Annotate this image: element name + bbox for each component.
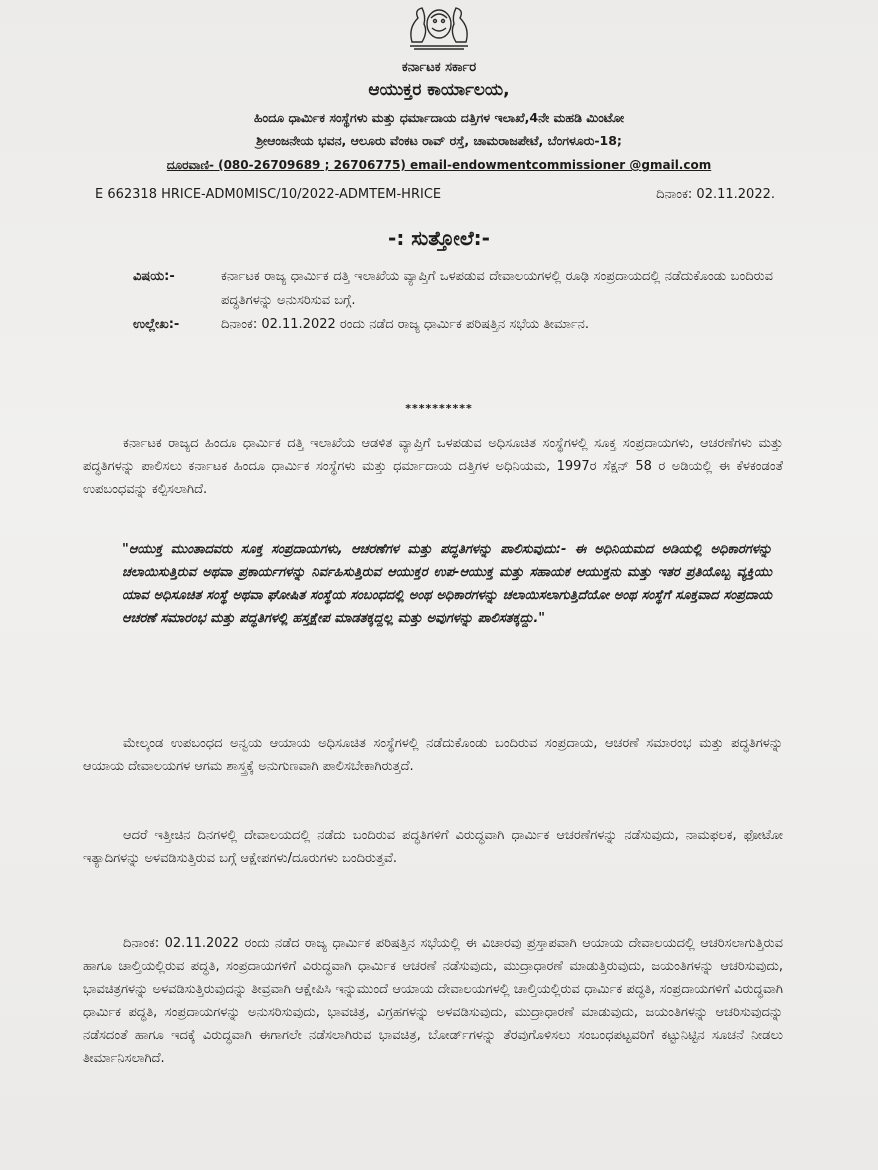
document-date: ದಿನಾಂಕ: 02.11.2022. [656,187,775,202]
subject-block [133,265,773,337]
circular-title: -: ಸುತ್ತೋಲೆ:- [388,226,490,250]
government-name: ಕರ್ನಾಟಕ ಸರ್ಕಾರ [401,60,477,75]
office-title: ಆಯುಕ್ತರ ಕಾರ್ಯಾಲಯ, [368,80,510,100]
body-paragraph-4: ದಿನಾಂಕ: 02.11.2022 ರಂದು ನಡೆದ ರಾಜ್ಯ ಧಾರ್ಮಿಕ ಪರಿಷತ್ತಿನ ಸಭೆಯಲ್ಲಿ ಈ ವಿಚಾರವು ಪ್ರಸ್ತಾಪವಾಗಿ ಆಯಾಯ ದೇವಾಲಯದಲ್ಲಿ ಆಚರಿಸಲಾಗುತ್ತಿರುವ ಹಾಗೂ ಚಾಲ್ತಿಯಲ್ಲಿರುವ ಪದ್ಧತಿ, ಸಂಪ್ರದಾಯಗಳಿಗೆ ವಿರುದ್ಧವಾಗಿ ಧಾರ್ಮಿಕ ಆಚರಣೆ ನಡೆಸುವುದು, ಮುದ್ರಾಧಾರಣೆ ಮಾಡುತ್ತಿರುವುದು, ಜಯಂತಿಗಳನ್ನು ಆಚರಿಸುವುದು, ಭಾವಚಿತ್ರಗಳನ್ನು ಅಳವಡಿಸುತ್ತಿರುವುದನ್ನು ತೀವ್ರವಾಗಿ ಆಕ್ಷೇಪಿಸಿ ಇನ್ನುಮುಂದೆ ಆಯಾಯ ದೇವಾಲಯಗಳಲ್ಲಿ ಚಾಲ್ತಿಯಲ್ಲಿರುವ ಧಾರ್ಮಿಕ ಪದ್ಧತಿ, ಸಂಪ್ರದಾಯಗಳಿಗೆ ವಿರುದ್ಧವಾಗಿ ಧಾರ್ಮಿಕ ಪದ್ಧತಿ, ಸಂಪ್ರದಾಯಗಳನ್ನು ಅನುಸರಿಸುವುದು, ಭಾವಚಿತ್ರ, ವಿಗ್ರಹಗಳನ್ನು ಅಳವಡಿಸುವುದು, ಮುದ್ರಾಧಾರಣೆ ಮಾಡುವುದು, ಜಯಂತಿಗಳನ್ನು ಆಚರಿಸುವುದನ್ನು ನಡೆಸದಂತೆ ಹಾಗೂ ಇದಕ್ಕೆ ವಿರುದ್ಧವಾಗಿ ಈಗಾಗಲೇ ನಡೆಸಲಾಗಿರುವ ಭಾವಚಿತ್ರ, ಬೋರ್ಡ್‌ಗಳನ್ನು ತೆರವುಗೊಳಿಸಲು ಸಂಬಂಧಪಟ್ಟವರಿಗೆ ಕಟ್ಟುನಿಟ್ಟಿನ ಸೂಚನೆ ನೀಡಲು ತೀರ್ಮಾನಿಸಲಾಗಿದೆ. [83,936,783,1066]
file-number: E 662318 HRICE-ADM0MISC/10/2022-ADMTEM-HRICE [95,187,442,202]
contact-line: ದೂರವಾಣಿ- (080-26709689 ; 26706775) email-endowmentcommissioner @gmail.com [166,158,712,172]
reference-line [95,187,775,202]
address-line-1: ಹಿಂದೂ ಧಾರ್ಮಿಕ ಸಂಸ್ಥೆಗಳು ಮತ್ತು ಧರ್ಮಾದಾಯ ದತ್ತಿಗಳ ಇಲಾಖೆ,4ನೇ ಮಹಡಿ ಮಿಂಟೋ [253,110,625,125]
reference-text: ದಿನಾಂಕ: 02.11.2022 ರಂದು ನಡೆದ ರಾಜ್ಯ ಧಾರ್ಮಿಕ ಪರಿಷತ್ತಿನ ಸಭೆಯ ತೀರ್ಮಾನ. [221,317,590,332]
state-emblem-icon [404,2,474,50]
act-quotation: "ಆಯುಕ್ತ ಮುಂತಾದವರು ಸೂಕ್ತ ಸಂಪ್ರದಾಯಗಳು, ಆಚರಣೆಗಳ ಮತ್ತು ಪದ್ಧತಿಗಳನ್ನು ಪಾಲಿಸುವುದು:- ಈ ಅಧಿನಿಯಮದ ಅಡಿಯಲ್ಲಿ ಅಧಿಕಾರಗಳನ್ನು ಚಲಾಯಿಸುತ್ತಿರುವ ಅಥವಾ ಪ್ರಕಾರ್ಯಗಳನ್ನು ನಿರ್ವಹಿಸುತ್ತಿರುವ ಆಯುಕ್ತರ ಉಪ-ಆಯುಕ್ತ ಮತ್ತು ಸಹಾಯಕ ಆಯುಕ್ತನು ಮತ್ತು ಇತರ ಪ್ರತಿಯೊಬ್ಬ ವ್ಯಕ್ತಿಯು ಯಾವ ಅಧಿಸೂಚಿತ ಸಂಸ್ಥೆ ಅಥವಾ ಘೋಷಿತ ಸಂಸ್ಥೆಯ ಸಂಬಂಧದಲ್ಲಿ ಅಂಥ ಅಧಿಕಾರಗಳನ್ನು ಚಲಾಯಿಸಲಾಗುತ್ತಿದೆಯೋ ಅಂಥ ಸಂಸ್ಥೆಗೆ ಸೂಕ್ತವಾದ ಸಂಪ್ರದಾಯ ಆಚರಣೆ ಸಮಾರಂಭ ಮತ್ತು ಪದ್ಧತಿಗಳಲ್ಲಿ ಹಸ್ತಕ್ಷೇಪ ಮಾಡತಕ್ಕದ್ದಲ್ಲ ಮತ್ತು ಅವುಗಳನ್ನು ಪಾಲಿಸತಕ್ಕದ್ದು." [122,542,772,626]
body-paragraph-3: ಆದರೆ ಇತ್ತೀಚಿನ ದಿನಗಳಲ್ಲಿ ದೇವಾಲಯದಲ್ಲಿ ನಡೆದು ಬಂದಿರುವ ಪದ್ಧತಿಗಳಿಗೆ ವಿರುದ್ಧವಾಗಿ ಧಾರ್ಮಿಕ ಆಚರಣೆಗಳನ್ನು ನಡೆಸುವುದು, ನಾಮಫಲಕ, ಫೋಟೋ ಇತ್ಯಾದಿಗಳನ್ನು ಅಳವಡಿಸುತ್ತಿರುವ ಬಗ್ಗೆ ಆಕ್ಷೇಪಗಳು/ದೂರುಗಳು ಬಂದಿರುತ್ತವೆ. [83,828,783,866]
body-paragraph-2: ಮೇಲ್ಕಂಡ ಉಪಬಂಧದ ಅನ್ವಯ ಆಯಾಯ ಅಧಿಸೂಚಿತ ಸಂಸ್ಥೆಗಳಲ್ಲಿ ನಡೆದುಕೊಂಡು ಬಂದಿರುವ ಸಂಪ್ರದಾಯ, ಆಚರಣೆ ಸಮಾರಂಭ ಮತ್ತು ಪದ್ಧತಿಗಳನ್ನು ಆಯಾಯ ದೇವಾಲಯಗಳ ಆಗಮ ಶಾಸ್ತ್ರಕ್ಕೆ ಅನುಗುಣವಾಗಿ ಪಾಲಿಸಬೇಕಾಗಿರುತ್ತದೆ. [83,736,783,774]
body-paragraph-1: ಕರ್ನಾಟಕ ರಾಜ್ಯದ ಹಿಂದೂ ಧಾರ್ಮಿಕ ದತ್ತಿ ಇಲಾಖೆಯ ಆಡಳಿತ ವ್ಯಾಪ್ತಿಗೆ ಒಳಪಡುವ ಅಧಿಸೂಚಿತ ಸಂಸ್ಥೆಗಳಲ್ಲಿ ಸೂಕ್ತ ಸಂಪ್ರದಾಯಗಳು, ಆಚರಣೆಗಳು ಮತ್ತು ಪದ್ಧತಿಗಳನ್ನು ಪಾಲಿಸಲು ಕರ್ನಾಟಕ ಹಿಂದೂ ಧಾರ್ಮಿಕ ಸಂಸ್ಥೆಗಳು ಮತ್ತು ಧರ್ಮಾದಾಯ ದತ್ತಿಗಳ ಅಧಿನಿಯಮ, 1997ರ ಸೆಕ್ಷನ್ 58 ರ ಅಡಿಯಲ್ಲಿ ಈ ಕೆಳಕಂಡಂತೆ ಉಪಬಂಧವನ್ನು ಕಲ್ಪಿಸಲಾಗಿದೆ. [83,436,783,497]
address-line-2: ಶ್ರೀಆಂಜನೇಯ ಭವನ, ಆಲೂರು ವೆಂಕಟ ರಾವ್ ರಸ್ತೆ, ಚಾಮರಾಜಪೇಟೆ, ಬೆಂಗಳೂರು-18; [256,133,622,148]
subject-text: ಕರ್ನಾಟಕ ರಾಜ್ಯ ಧಾರ್ಮಿಕ ದತ್ತಿ ಇಲಾಖೆಯ ವ್ಯಾಪ್ತಿಗೆ ಒಳಪಡುವ ದೇವಾಲಯಗಳಲ್ಲಿ ರೂಢಿ ಸಂಪ್ರದಾಯದಲ್ಲಿ ನಡೆದುಕೊಂಡು ಬಂದಿರುವ ಪದ್ಧತಿಗಳನ್ನು ಅನುಸರಿಸುವ ಬಗ್ಗೆ. [221,269,773,308]
subject-row [133,265,773,313]
subject-label: ವಿಷಯ:- [133,269,175,284]
reference-row [133,313,773,337]
reference-label: ಉಲ್ಲೇಖ:- [133,317,180,332]
separator: ********** [405,402,473,415]
